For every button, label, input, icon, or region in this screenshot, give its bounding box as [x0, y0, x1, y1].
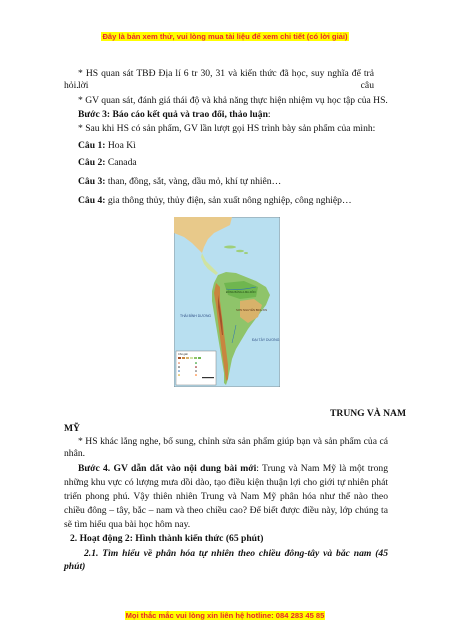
activity-2-heading: 2. Hoạt động 2: Hình thành kiến thức (65 phút): [70, 533, 264, 544]
step4-line4: chiều đông – tây, bắc – nam và theo chiều cao? Để biết được điều này, lớp chúng ta: [64, 505, 388, 516]
answer-4: Câu 4: gia thông thủy, thủy điện, sản xuất nông nghiệp, công nghiệp…: [78, 195, 352, 206]
answer-1: Câu 1: Hoa Kì: [78, 140, 136, 151]
map-caption: TRUNG VÀ NAM: [330, 408, 407, 419]
step3-label: Bước 3: Báo cáo kết quả và trao đổi, thảo luận: [78, 109, 268, 120]
label-pacific: THÁI BÌNH DƯƠNG: [180, 314, 212, 318]
step4-line3: triển phong phú. Vậy thiên nhiên Trung và Nam Mỹ phân hóa như thế nào theo: [64, 491, 388, 502]
section-2-1-heading: 2.1. Tìm hiểu về phân hóa tự nhiên theo chiều đông-tây và bắc nam (45: [84, 548, 388, 559]
map-caption-cont: MỸ: [64, 423, 80, 434]
answer-2: Câu 2: Canada: [78, 157, 137, 168]
paragraph-teacher-observe: * GV quan sát, đánh giá thái độ và khả năng thực hiện nhiệm vụ học tập của HS.: [78, 95, 388, 106]
step4-label: Bước 4. GV dẫn dắt vào nội dung bài mới: [78, 463, 257, 474]
preview-banner: Đây là bản xem thử, vui lòng mua tài liệu để xem chi tiết (có lời giải): [102, 32, 348, 41]
paragraph-observe: * HS quan sát TBĐ Địa lí 6 tr 30, 31 và kiến thức đã học, suy nghĩa để trả lời câu: [78, 68, 374, 91]
central-south-america-map: [174, 217, 280, 387]
paragraph-feedback: * HS khác lắng nghe, bổ sung, chỉnh sửa sản phẩm giúp bạn và sản phẩm của cá: [78, 436, 388, 447]
legend-title: Chú giải: [178, 353, 188, 356]
step4-line1: Bước 4. GV dẫn dắt vào nội dung bài mới: Trung và Nam Mỹ là một trong: [78, 463, 388, 474]
label-amazon: ĐỒNG BẰNG A-MA-DÔN: [226, 291, 256, 294]
section-2-1-heading-cont: phút): [64, 561, 86, 572]
label-atlantic: ĐẠI TÂY DƯƠNG: [252, 338, 280, 342]
paragraph-present: * Sau khi HS có sản phẩm, GV lần lượt gọi HS trình bày sản phẩm của mình:: [78, 123, 376, 134]
hotline-banner: Mọi thắc mắc vui lòng xin liên hệ hotline: 084 283 45 85: [125, 611, 325, 620]
answer-3: Câu 3: than, đồng, sắt, vàng, dầu mỏ, khí tự nhiên…: [78, 176, 282, 187]
paragraph-observe-cont: hỏi.: [64, 80, 79, 91]
step4-line2: những khu vực có lượng mưa dồi dào, tạo điều kiện thuận lợi cho giới tự nhiên phát: [64, 477, 388, 488]
label-brazil: SƠN NGUYÊN BRA-XIN: [236, 308, 268, 312]
step3-heading: Bước 3: Báo cáo kết quả và trao đổi, thảo luận:: [78, 109, 271, 120]
step4-line5: sẽ tìm hiểu qua bài học hôm nay.: [64, 519, 191, 530]
paragraph-feedback-cont: nhân.: [64, 448, 86, 459]
